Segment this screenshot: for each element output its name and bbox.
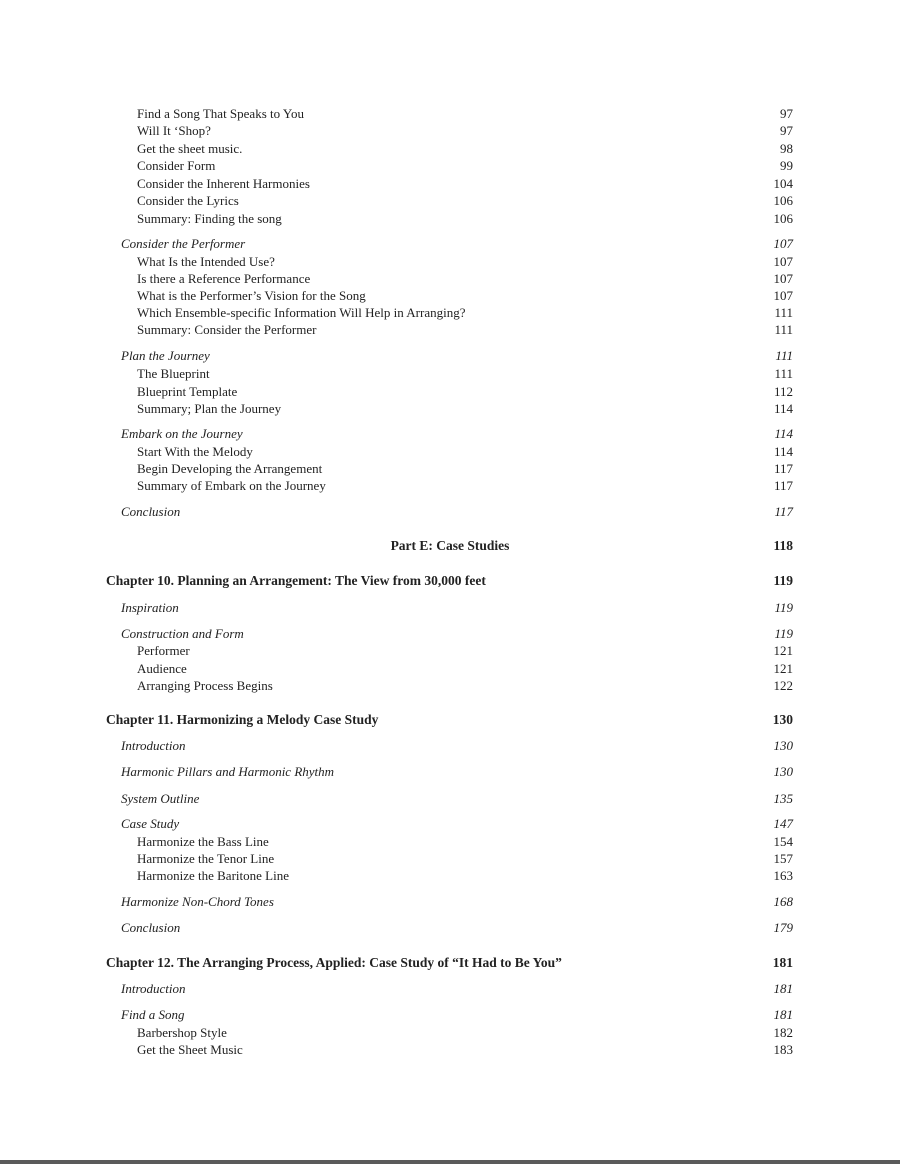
- toc-entry-title: Summary: Consider the Performer: [137, 322, 317, 337]
- toc-entry-title: Find a Song: [121, 1007, 185, 1022]
- toc-entry-page-number: 168: [773, 894, 793, 909]
- toc-section-row: [0, 893, 900, 911]
- toc-entry-title: Will It ‘Shop?: [137, 123, 211, 138]
- toc-chapter-row: [0, 711, 900, 729]
- toc-entry-title: Introduction: [121, 981, 186, 996]
- toc-entry-title: Blueprint Template: [137, 384, 238, 399]
- toc-entry-page-number: 181: [773, 1007, 793, 1022]
- toc-section-row: [0, 599, 900, 617]
- toc-item-row: [0, 400, 900, 418]
- toc-entry-title: Chapter 12. The Arranging Process, Applied: Case Study of “It Had to Be You”: [106, 955, 562, 970]
- toc-entry-page-number: 114: [773, 401, 793, 416]
- toc-item-row: [0, 477, 900, 495]
- toc-entry-title: Conclusion: [121, 920, 181, 935]
- toc-entry-title: Barbershop Style: [137, 1025, 227, 1040]
- toc-entry-page-number: 122: [773, 678, 793, 693]
- toc-item-row: [0, 850, 900, 868]
- toc-entry-page-number: 118: [773, 538, 793, 553]
- toc-item-row: [0, 175, 900, 193]
- toc-entry-title: Embark on the Journey: [121, 426, 243, 441]
- toc-part-row: [0, 537, 900, 555]
- toc-item-row: [0, 1024, 900, 1042]
- toc-entry-page-number: 107: [773, 271, 793, 286]
- toc-entry-title: Harmonize the Bass Line: [137, 834, 269, 849]
- toc-entry-page-number: 135: [773, 791, 793, 806]
- toc-entry-page-number: 183: [773, 1042, 793, 1057]
- toc-item-row: [0, 460, 900, 478]
- toc-entry-page-number: 111: [774, 366, 793, 381]
- toc-chapter-row: [0, 572, 900, 590]
- toc-item-row: [0, 140, 900, 158]
- toc-chapter-row: [0, 954, 900, 972]
- toc-section-row: [0, 625, 900, 643]
- toc-item-row: [0, 210, 900, 228]
- toc-entry-page-number: 119: [774, 600, 793, 615]
- toc-entry-title: What Is the Intended Use?: [137, 254, 275, 269]
- toc-entry-page-number: 154: [773, 834, 793, 849]
- toc-section-row: [0, 790, 900, 808]
- toc-section-row: [0, 737, 900, 755]
- toc-entry-page-number: 179: [773, 920, 793, 935]
- toc-entry-page-number: 157: [773, 851, 793, 866]
- toc-entry-title: Get the sheet music.: [137, 141, 243, 156]
- toc-entry-page-number: 117: [774, 504, 793, 519]
- toc-entry-page-number: 119: [773, 573, 793, 588]
- toc-entry-page-number: 114: [774, 426, 793, 441]
- toc-entry-title: Is there a Reference Performance: [137, 271, 311, 286]
- toc-entry-page-number: 107: [773, 236, 793, 251]
- toc-item-row: [0, 867, 900, 885]
- toc-entry-page-number: 104: [773, 176, 793, 191]
- toc-entry-title: Part E: Case Studies: [390, 538, 510, 553]
- toc-section-row: [0, 347, 900, 365]
- toc-entry-title: Harmonize the Baritone Line: [137, 868, 289, 883]
- toc-entry-title: Harmonize the Tenor Line: [137, 851, 275, 866]
- toc-item-row: [0, 443, 900, 461]
- toc-item-row: [0, 677, 900, 695]
- toc-entry-page-number: 117: [773, 461, 793, 476]
- toc-section-row: [0, 763, 900, 781]
- toc-entry-title: Harmonic Pillars and Harmonic Rhythm: [121, 764, 335, 779]
- toc-entry-page-number: 117: [773, 478, 793, 493]
- toc-entry-title: Performer: [137, 643, 190, 658]
- toc-entry-page-number: 130: [773, 738, 793, 753]
- toc-item-row: [0, 270, 900, 288]
- toc-item-row: [0, 192, 900, 210]
- toc-entry-title: Summary: Finding the song: [137, 211, 282, 226]
- toc-item-row: [0, 383, 900, 401]
- toc-entry-title: The Blueprint: [137, 366, 210, 381]
- toc-entry-title: Conclusion: [121, 504, 181, 519]
- toc-item-row: [0, 321, 900, 339]
- toc-entry-title: System Outline: [121, 791, 200, 806]
- toc-item-row: [0, 122, 900, 140]
- toc-entry-title: Introduction: [121, 738, 186, 753]
- toc-entry-page-number: 147: [773, 816, 793, 831]
- toc-section-row: [0, 425, 900, 443]
- toc-section-row: [0, 235, 900, 253]
- toc-entry-page-number: 106: [773, 193, 793, 208]
- toc-entry-page-number: 112: [773, 384, 793, 399]
- toc-item-row: [0, 660, 900, 678]
- toc-item-row: [0, 287, 900, 305]
- toc-entry-title: Consider the Performer: [121, 236, 246, 251]
- page-bottom-border: [0, 1160, 900, 1164]
- toc-entry-title: Find a Song That Speaks to You: [137, 106, 304, 121]
- toc-entry-title: Construction and Form: [121, 626, 244, 641]
- toc-item-row: [0, 833, 900, 851]
- toc-section-row: [0, 815, 900, 833]
- toc-entry-page-number: 181: [772, 955, 793, 970]
- toc-entry-title: Audience: [137, 661, 187, 676]
- toc-section-row: [0, 503, 900, 521]
- toc-entry-title: Consider the Lyrics: [137, 193, 239, 208]
- toc-entry-page-number: 111: [774, 322, 793, 337]
- toc-entry-title: Arranging Process Begins: [137, 678, 273, 693]
- toc-entry-page-number: 97: [780, 123, 793, 138]
- toc-entry-title: Consider Form: [137, 158, 216, 173]
- toc-entry-page-number: 99: [780, 158, 793, 173]
- toc-item-row: [0, 304, 900, 322]
- toc-entry-title: Harmonize Non-Chord Tones: [121, 894, 274, 909]
- toc-entry-page-number: 97: [780, 106, 793, 121]
- toc-item-row: [0, 642, 900, 660]
- toc-entry-title: Summary; Plan the Journey: [137, 401, 282, 416]
- toc-item-row: [0, 157, 900, 175]
- toc-entry-page-number: 107: [773, 254, 793, 269]
- toc-entry-page-number: 130: [772, 712, 793, 727]
- toc-entry-page-number: 181: [773, 981, 793, 996]
- toc-entry-page-number: 111: [775, 348, 793, 363]
- toc-entry-title: Inspiration: [121, 600, 179, 615]
- toc-entry-title: Start With the Melody: [137, 444, 253, 459]
- toc-entry-page-number: 121: [773, 661, 793, 676]
- toc-entry-title: Chapter 10. Planning an Arrangement: The View from 30,000 feet: [106, 573, 486, 588]
- toc-item-row: [0, 105, 900, 123]
- toc-entry-page-number: 130: [773, 764, 793, 779]
- toc-item-row: [0, 1041, 900, 1059]
- toc-entry-title: Chapter 11. Harmonizing a Melody Case Study: [106, 712, 379, 727]
- toc-entry-page-number: 98: [780, 141, 793, 156]
- toc-entry-title: Which Ensemble-specific Information Will Help in Arranging?: [137, 305, 466, 320]
- toc-entry-title: Case Study: [121, 816, 180, 831]
- toc-entry-page-number: 121: [773, 643, 793, 658]
- toc-entry-title: Summary of Embark on the Journey: [137, 478, 326, 493]
- toc-entry-title: Get the Sheet Music: [137, 1042, 243, 1057]
- toc-entry-page-number: 114: [773, 444, 793, 459]
- toc-section-row: [0, 919, 900, 937]
- toc-entry-page-number: 106: [773, 211, 793, 226]
- toc-entry-page-number: 182: [773, 1025, 793, 1040]
- toc-item-row: [0, 365, 900, 383]
- toc-section-row: [0, 1006, 900, 1024]
- toc-section-row: [0, 980, 900, 998]
- toc-entry-page-number: 163: [773, 868, 793, 883]
- toc-entry-title: Begin Developing the Arrangement: [137, 461, 323, 476]
- toc-entry-title: What is the Performer’s Vision for the Song: [137, 288, 366, 303]
- toc-entry-page-number: 107: [773, 288, 793, 303]
- toc-item-row: [0, 253, 900, 271]
- toc-entry-title: Consider the Inherent Harmonies: [137, 176, 310, 191]
- toc-entry-title: Plan the Journey: [121, 348, 210, 363]
- toc-entry-page-number: 119: [774, 626, 793, 641]
- toc-entry-page-number: 111: [774, 305, 793, 320]
